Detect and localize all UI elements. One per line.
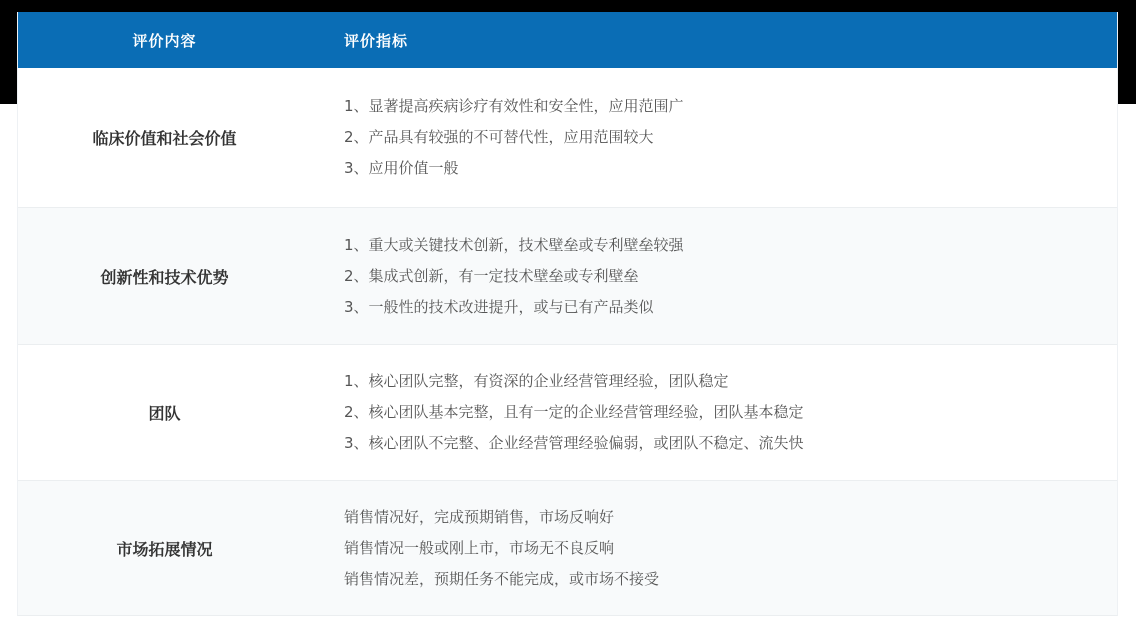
category-cell: 市场拓展情况 <box>116 539 213 559</box>
right-black-band <box>1118 0 1136 104</box>
top-black-band <box>0 0 1136 12</box>
category-cell: 创新性和技术优势 <box>100 267 229 287</box>
indicator-line: 3、一般性的技术改进提升，或与已有产品类似 <box>344 297 654 316</box>
category-cell: 临床价值和社会价值 <box>92 129 237 148</box>
left-black-band <box>0 0 17 104</box>
indicator-line: 销售情况差，预期任务不能完成，或市场不接受 <box>344 569 660 588</box>
indicator-cell <box>311 68 1117 207</box>
evaluation-table <box>17 12 1118 616</box>
indicator-line: 销售情况好，完成预期销售，市场反响好 <box>344 507 615 526</box>
indicator-line: 1、核心团队完整，有资深的企业经营管理经验，团队稳定 <box>344 372 729 390</box>
column-header-evaluation-indicator: 评价指标 <box>344 31 409 50</box>
indicator-cell <box>311 481 1117 615</box>
indicator-line: 1、显著提高疾病诊疗有效性和安全性，应用范围广 <box>344 97 684 115</box>
indicator-line: 销售情况一般或刚上市，市场无不良反响 <box>344 538 615 557</box>
indicator-line: 1、重大或关键技术创新，技术壁垒或专利壁垒较强 <box>344 235 684 254</box>
category-cell: 团队 <box>148 404 181 423</box>
table-row-innovation-tech-advantage <box>18 207 1117 344</box>
indicator-line: 3、核心团队不完整、企业经营管理经验偏弱，或团队不稳定、流失快 <box>344 434 804 452</box>
indicator-line: 2、产品具有较强的不可替代性，应用范围较大 <box>344 128 654 146</box>
indicator-cell <box>311 208 1117 344</box>
table-header-row <box>18 12 1117 68</box>
table-row-clinical-social-value <box>18 68 1117 207</box>
column-header-evaluation-content: 评价内容 <box>132 31 197 50</box>
indicator-line: 2、集成式创新，有一定技术壁垒或专利壁垒 <box>344 266 639 285</box>
indicator-line: 2、核心团队基本完整，且有一定的企业经营管理经验，团队基本稳定 <box>344 403 804 421</box>
table-row-market-expansion <box>18 480 1117 615</box>
indicator-cell <box>311 345 1117 480</box>
indicator-line: 3、应用价值一般 <box>344 159 459 177</box>
table-row-team <box>18 344 1117 480</box>
